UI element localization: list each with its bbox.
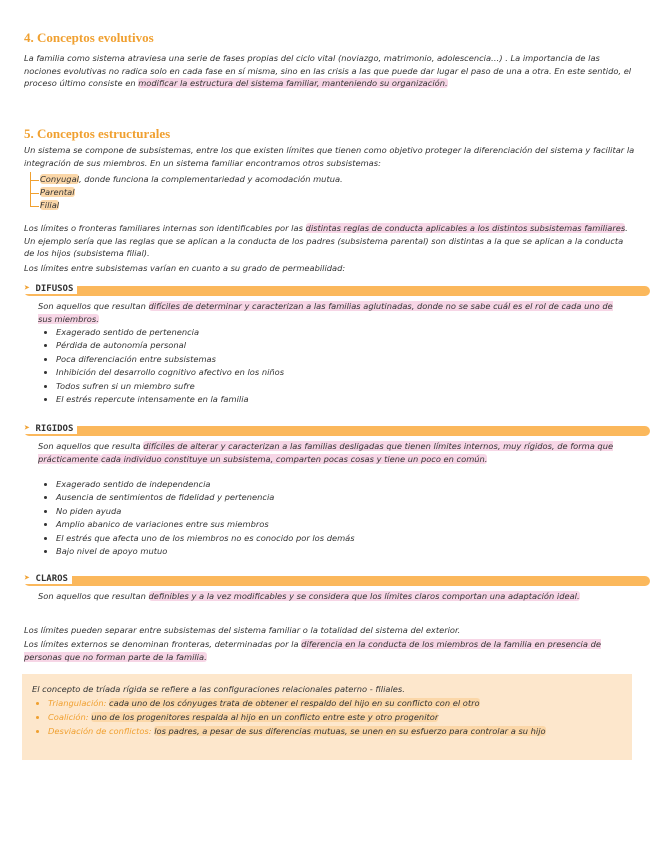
list-item: • El estrés que afecta uno de los miembros no es conocido por los demás [56, 532, 616, 545]
subsystem-term: Filial [40, 200, 60, 210]
paragraph-fronteras [24, 638, 636, 663]
list-rigidos [38, 478, 616, 558]
list-item: • Poca diferenciación entre subsistemas [56, 353, 616, 366]
highlight-span: cada individuo constituye un subsistema, comparten pocas cosas y tiene un poco en común. [100, 453, 488, 464]
paragraph-limites-separar: Los límites pueden separar entre subsistemas del sistema familiar o la totalidad del sistema del exterior. [24, 625, 461, 635]
highlight-span: modificar la estructura del sistema familiar, manteniendo su organización. [138, 78, 448, 89]
paragraph-evolutivos [24, 52, 636, 90]
list-item [48, 724, 638, 738]
highlight-span: los padres, a pesar de sus diferencias mutuas, se unen en su esfuerzo para controlar a su hijo [154, 726, 546, 736]
text-span: Son aquellos que resulta [38, 441, 144, 451]
term: Triangulación: [48, 698, 107, 708]
arrow-icon: ➤ [24, 283, 31, 294]
arrow-icon: ➤ [24, 423, 31, 434]
highlight-span: distintas reglas de conducta aplicables a los distintos subsistemas familiares [305, 223, 626, 233]
list-difusos [38, 326, 616, 406]
label-text: RIGIDOS [35, 424, 74, 434]
desc-difusos [38, 300, 628, 325]
text-span: Son aquellos que resultan [38, 591, 149, 601]
text-span: . Un ejemplo sería que las reglas que se aplican a la conducta de los padres (subsistema parental) son distintas a la que se aplican a la conducta de los hijos (subsistema filial). [24, 223, 628, 259]
list-item: • Pérdida de autonomía personal [56, 339, 616, 352]
list-item: • Inhibición del desarrollo cognitivo afectivo en los niños [56, 366, 616, 379]
list-item: • Ausencia de sentimientos de fidelidad y pertenencia [56, 491, 616, 504]
list-item: • Exagerado sentido de independencia [56, 478, 616, 491]
label-text: CLAROS [35, 574, 68, 584]
section-title-evolutivos: 4. Conceptos evolutivos [24, 30, 154, 45]
subsystem-filial [40, 200, 59, 210]
list-item [48, 710, 638, 724]
subsystem-conyugal [40, 174, 343, 184]
list-item: • Exagerado sentido de pertenencia [56, 326, 616, 339]
paragraph-subsistemas: Un sistema se compone de subsistemas, entre los que existen límites que tienen como objetivo proteger la diferenciación del sistema y facilitar la integración de sus miembros. En un sistema familiar encontramos otros subsistemas: [24, 145, 635, 168]
label-rigidos [24, 423, 77, 434]
list-item: • Amplio abanico de variaciones entre sus miembros [56, 518, 616, 531]
highlight-span: diferencia en la conducta de los miembros de la familia en presencia de personas que no forman parte de la familia. [24, 639, 601, 662]
label-text: DIFUSOS [35, 284, 74, 294]
list-item: • El estrés repercute intensamente en la familia [56, 393, 616, 406]
highlight-span: uno de los progenitores respalda al hijo en un conflicto entre este y otro progenitor [91, 712, 439, 722]
text-span: Son aquellos que resultan [38, 301, 149, 311]
subsystem-desc: , donde funciona la complementariedad y acomodación mutua. [78, 174, 343, 184]
subsystem-parental [40, 187, 75, 197]
arrow-icon: ➤ [24, 573, 31, 584]
paragraph-permeabilidad: Los límites entre subsistemas varían en cuanto a su grado de permeabilidad: [24, 263, 346, 273]
highlight-span: difíciles de alterar y caracterizan a las familias desligadas que tienen límites internos, muy rígidos, de forma que prácticamente [38, 441, 614, 464]
list-item [48, 696, 638, 710]
term: Desviación de conflictos: [48, 726, 152, 736]
tree-connector [30, 172, 39, 207]
text-span: Los límites o fronteras familiares internas son identificables por las [24, 223, 306, 233]
subsystem-term: Parental [40, 187, 75, 197]
section-title-estructurales: 5. Conceptos estructurales [24, 126, 171, 141]
desc-claros [38, 590, 628, 603]
list-item: • Bajo nivel de apoyo mutuo [56, 545, 616, 558]
term: Coalición: [48, 712, 89, 722]
list-item: • Todos sufren si un miembro sufre [56, 380, 616, 393]
highlight-span: cada uno de los cónyuges trata de obtener el respaldo del hijo en su conflicto con el otro [109, 698, 480, 708]
paragraph-limites [24, 222, 636, 260]
label-claros [24, 573, 72, 584]
subsystem-term: Conyugal [40, 174, 79, 184]
section-bar [24, 576, 650, 586]
triada-box [22, 674, 632, 760]
text-span: La familia como sistema atraviesa una serie de fases propias del ciclo vital (noviazgo, matrimonio, adolescencia…) . La importancia de las nociones evolutivas no radica solo en cada fase en sí misma, sino en las crisis a las que puede dar lugar el paso de una a otra. En este sentido, el proceso último consiste en [24, 53, 632, 89]
section-bar [24, 286, 650, 296]
desc-rigidos [38, 440, 628, 465]
label-difusos [24, 283, 77, 294]
highlight-span: difíciles de determinar y caracterizan a las familias aglutinadas, donde no se sabe cuál es el rol de cada uno de sus miembros. [38, 301, 613, 324]
triada-list [32, 696, 638, 738]
highlight-span: definibles y a la vez modificables y se considera que los límites claros comportan una adaptación ideal. [148, 591, 580, 601]
list-item: • No piden ayuda [56, 505, 616, 518]
triada-intro: El concepto de tríada rígida se refiere a las configuraciones relacionales paterno - filiales. [32, 684, 405, 694]
text-span: Los límites externos se denominan fronteras, determinadas por la [24, 639, 302, 649]
section-bar [24, 426, 650, 436]
